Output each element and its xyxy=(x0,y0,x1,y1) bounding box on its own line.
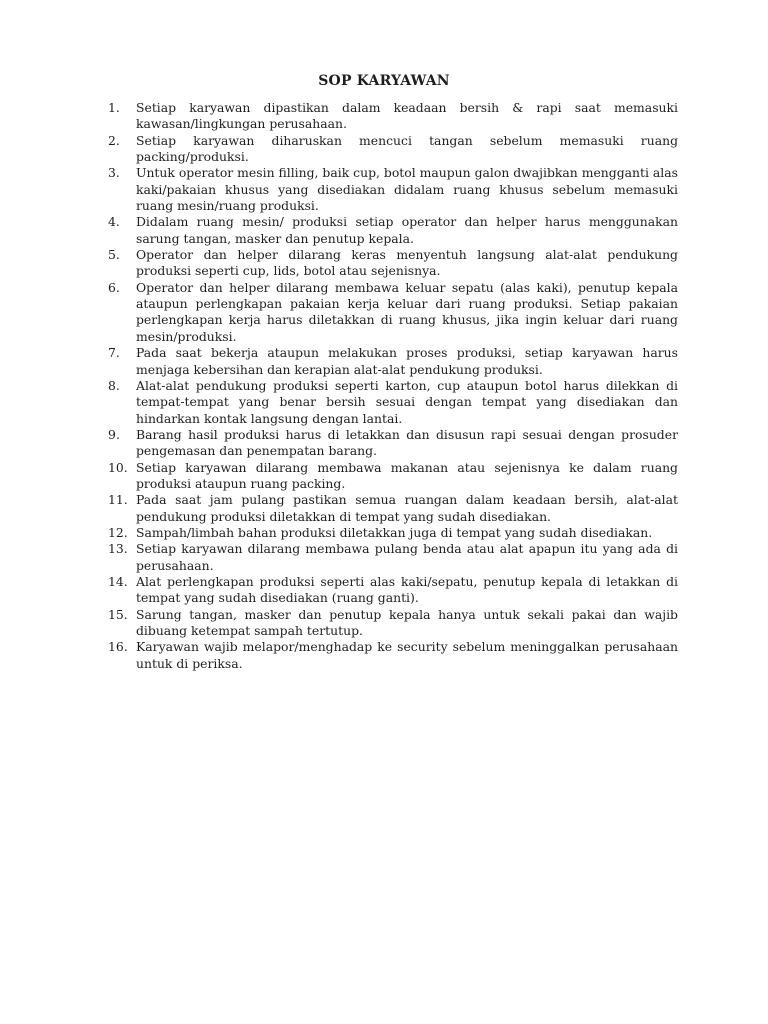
item-text: Alat-alat pendukung produksi seperti karton, cup ataupun botol harus dilekkan di tempat-tempat yang benar bersih sesuai dengan tempat yang disediakan dan hindarkan kontak langsung dengan lantai. xyxy=(136,377,678,426)
list-item xyxy=(108,574,678,607)
list-item xyxy=(108,280,678,345)
list-item xyxy=(108,378,678,427)
list-item xyxy=(108,525,678,541)
item-text: Pada saat bekerja ataupun melakukan proses produksi, setiap karyawan harus menjaga kebersihan dan kerapian alat-alat pendukung produksi. xyxy=(136,345,678,377)
item-number: 11. xyxy=(108,492,128,508)
item-number: 6. xyxy=(108,279,120,295)
item-number: 13. xyxy=(108,541,128,557)
document-title: SOP KARYAWAN xyxy=(318,73,450,89)
list-item xyxy=(108,214,678,247)
item-number: 2. xyxy=(108,132,120,148)
item-text: Sampah/limbah bahan produksi diletakkan juga di tempat yang sudah disediakan. xyxy=(136,524,653,540)
item-text: Sarung tangan, masker dan penutup kepala hanya untuk sekali pakai dan wajib dibuang ketempat sampah tertutup. xyxy=(136,606,678,638)
item-number: 5. xyxy=(108,247,120,263)
item-text: Setiap karyawan dilarang membawa makanan atau sejenisnya ke dalam ruang produksi ataupun ruang packing. xyxy=(136,459,678,491)
list-item xyxy=(108,639,678,672)
item-number: 14. xyxy=(108,573,128,589)
list-item xyxy=(108,247,678,280)
list-item xyxy=(108,345,678,378)
item-text: Untuk operator mesin filling, baik cup, botol maupun galon dwajibkan mengganti alas kaki/pakaian khusus yang disediakan didalam ruang khusus sebelum memasuki ruang mesin/ruang produksi. xyxy=(136,165,678,214)
item-number: 7. xyxy=(108,345,120,361)
item-number: 3. xyxy=(108,165,120,181)
item-number: 15. xyxy=(108,606,128,622)
item-text: Karyawan wajib melapor/menghadap ke security sebelum meninggalkan perusahaan untuk di periksa. xyxy=(136,639,678,671)
item-number: 9. xyxy=(108,426,120,442)
item-text: Alat perlengkapan produksi seperti alas kaki/sepatu, penutup kepala di letakkan di tempat yang sudah disediakan (ruang ganti). xyxy=(136,573,678,606)
list-item xyxy=(108,100,678,133)
list-item xyxy=(108,165,678,214)
item-text: Barang hasil produksi harus di letakkan dan disusun rapi sesuai dengan prosuder pengemasan dan penempatan barang. xyxy=(136,426,678,459)
list-item xyxy=(108,607,678,640)
item-text: Setiap karyawan dipastikan dalam keadaan bersih & rapi saat memasuki kawasan/lingkungan perusahaan. xyxy=(136,100,678,132)
sop-list xyxy=(108,100,678,672)
list-item xyxy=(108,492,678,525)
item-number: 8. xyxy=(108,377,120,393)
item-text: Pada saat jam pulang pastikan semua ruangan dalam keadaan bersih, alat-alat pendukung produksi diletakkan di tempat yang sudah disediakan. xyxy=(136,492,678,524)
item-number: 10. xyxy=(108,459,128,475)
item-number: 12. xyxy=(108,524,128,540)
item-text: Setiap karyawan diharuskan mencuci tangan sebelum memasuki ruang packing/produksi. xyxy=(136,132,678,165)
item-number: 16. xyxy=(108,639,128,655)
item-text: Didalam ruang mesin/ produksi setiap operator dan helper harus menggunakan sarung tangan, masker dan penutup kepala. xyxy=(136,214,678,246)
item-number: 1. xyxy=(108,100,120,115)
item-text: Operator dan helper dilarang keras menyentuh langsung alat-alat pendukung produksi seperti cup, lids, botol atau sejenisnya. xyxy=(136,247,678,279)
item-text: Setiap karyawan dilarang membawa pulang benda atau alat apapun itu yang ada di perusahaan. xyxy=(136,541,678,573)
list-item xyxy=(108,460,678,493)
list-item xyxy=(108,541,678,574)
list-item xyxy=(108,427,678,460)
list-item xyxy=(108,133,678,166)
item-text: Operator dan helper dilarang membawa keluar sepatu (alas kaki), penutup kepala ataupun perlengkapan pakaian kerja keluar dari ruang produksi. Setiap pakaian perlengkapan kerja harus diletakkan di ruang khusus, jika ingin keluar dari ruang mesin/produksi. xyxy=(136,279,678,344)
item-number: 4. xyxy=(108,214,120,230)
